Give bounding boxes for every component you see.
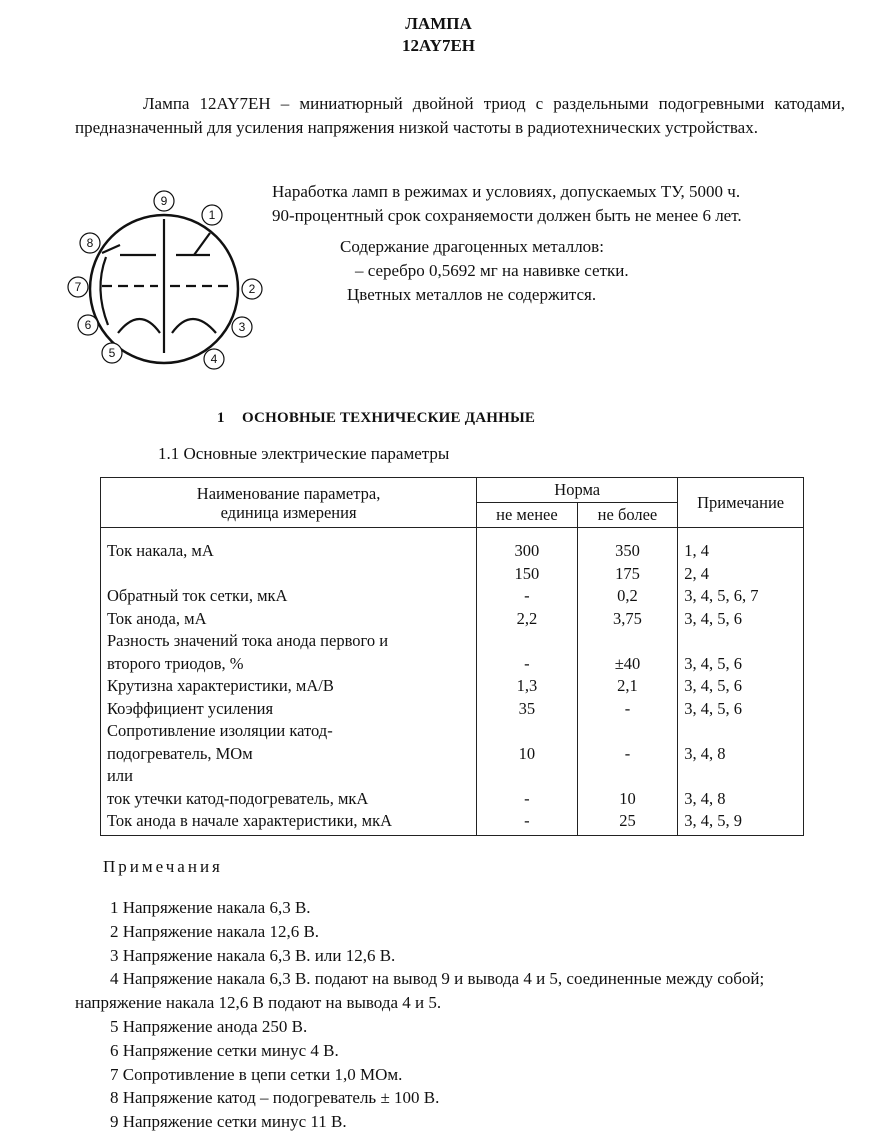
svg-text:6: 6 <box>84 318 92 332</box>
pin-5 <box>102 343 122 363</box>
param-max: 10 <box>577 788 678 811</box>
table-row <box>101 585 804 608</box>
table-row <box>101 810 804 835</box>
svg-text:9: 9 <box>160 194 168 208</box>
note-item: 3 Напряжение накала 6,3 В. или 12,6 В. <box>110 945 396 965</box>
param-note: 3, 4, 5, 6, 7 <box>678 585 804 608</box>
table-row <box>101 765 804 788</box>
svg-text:2: 2 <box>248 282 256 296</box>
param-min: - <box>477 788 578 811</box>
pin-6 <box>78 315 98 335</box>
param-note: 3, 4, 8 <box>678 788 804 811</box>
param-note: 3, 4, 5, 9 <box>678 810 804 835</box>
parameters-table <box>100 477 804 836</box>
param-max: - <box>577 698 678 721</box>
svg-text:5: 5 <box>108 346 116 360</box>
pin-9 <box>154 191 174 211</box>
table-row <box>101 788 804 811</box>
title-line-2: 12AY7EH <box>401 36 476 55</box>
header-min: не менее <box>477 503 578 528</box>
section-subtitle: 1.1 Основные электрические параметры <box>158 444 450 463</box>
param-name: Ток накала, мА <box>101 528 477 586</box>
param-min: 300 150 <box>477 528 578 586</box>
metals-silver: – серебро 0,5692 мг на навивке сетки. <box>355 261 629 280</box>
param-name: Ток анода, мА <box>101 608 477 631</box>
table-row <box>101 608 804 631</box>
intro-text: Лампа 12AY7EH – миниатюрный двойной триод с раздельными подогревными катодами, предназначенный для усиления напряжения низкой частоты в радиотехнических устройствах. <box>75 94 845 137</box>
param-max: 350 175 <box>577 528 678 586</box>
param-min: 2,2 <box>477 608 578 631</box>
pin-8 <box>80 233 100 253</box>
svg-text:1: 1 <box>208 208 216 222</box>
param-min: - <box>477 585 578 608</box>
pin-4 <box>204 349 224 369</box>
header-note: Примечание <box>678 478 804 528</box>
pin-7 <box>68 277 88 297</box>
param-name: Крутизна характеристики, мА/В <box>101 675 477 698</box>
section-number: 1 <box>217 410 225 426</box>
param-name: Обратный ток сетки, мкА <box>101 585 477 608</box>
param-min: - <box>477 630 578 675</box>
header-max: не более <box>577 503 678 528</box>
note-item: 1 Напряжение накала 6,3 В. <box>110 898 311 917</box>
param-note: 3, 4, 5, 6 <box>678 630 804 675</box>
pin-1 <box>202 205 222 225</box>
note-item: 5 Напряжение анода 250 В. <box>110 1016 308 1036</box>
param-name: или <box>101 765 477 788</box>
param-max: 25 <box>577 810 678 835</box>
param-note: 3, 4, 5, 6 <box>678 698 804 721</box>
section-title: ОСНОВНЫЕ ТЕХНИЧЕСКИЕ ДАННЫЕ <box>242 410 536 426</box>
param-min: 10 <box>477 720 578 765</box>
param-note: 3, 4, 5, 6 <box>678 608 804 631</box>
table-row <box>101 720 804 765</box>
lifetime-line: Наработка ламп в режимах и условиях, допускаемых ТУ, 5000 ч. <box>272 182 741 201</box>
param-max: 3,75 <box>577 608 678 631</box>
svg-text:4: 4 <box>210 352 218 366</box>
notes-heading: Примечания <box>103 857 223 876</box>
param-min: 35 <box>477 698 578 721</box>
table-row <box>101 528 804 586</box>
tube-electrodes <box>100 219 230 353</box>
param-name: Сопротивление изоляции катод- подогреватель, МОм <box>101 720 477 765</box>
note-item: 4 Напряжение накала 6,3 В. подают на вывод 9 и вывода 4 и 5, соединенные между собой; напряжение накала 12,6 В подают на вывода 4 и 5. <box>75 969 765 1013</box>
param-max: 2,1 <box>577 675 678 698</box>
param-name: Разность значений тока анода первого и второго триодов, % <box>101 630 477 675</box>
note-item: 6 Напряжение сетки минус 4 В. <box>110 1040 339 1060</box>
storage-line: 90-процентный срок сохраняемости должен быть не менее 6 лет. <box>272 206 742 225</box>
metals-nonferrous: Цветных металлов не содержится. <box>347 285 597 304</box>
header-name: Наименование параметра, единица измерения <box>101 478 477 528</box>
title-line-1: ЛАМПА <box>405 14 472 33</box>
param-max: ±40 <box>577 630 678 675</box>
param-min <box>477 765 578 788</box>
param-note: 3, 4, 5, 6 <box>678 675 804 698</box>
param-note: 3, 4, 8 <box>678 720 804 765</box>
param-max: 0,2 <box>577 585 678 608</box>
param-name: Коэффициент усиления <box>101 698 477 721</box>
table-row <box>101 675 804 698</box>
param-min: 1,3 <box>477 675 578 698</box>
param-name: ток утечки катод-подогреватель, мкА <box>101 788 477 811</box>
param-min: - <box>477 810 578 835</box>
intro-paragraph <box>75 92 845 140</box>
param-max <box>577 765 678 788</box>
header-norm: Норма <box>477 478 678 503</box>
notes-list <box>75 896 835 1134</box>
metals-title: Содержание драгоценных металлов: <box>340 237 604 256</box>
note-item: 9 Напряжение сетки минус 11 В. <box>110 1112 347 1132</box>
note-item: 2 Напряжение накала 12,6 В. <box>110 921 320 941</box>
pin-2 <box>242 279 262 299</box>
table-row <box>101 630 804 675</box>
pin-3 <box>232 317 252 337</box>
svg-text:8: 8 <box>86 236 94 250</box>
note-item: 8 Напряжение катод – подогреватель ± 100 В. <box>110 1088 440 1108</box>
param-note <box>678 765 804 788</box>
svg-text:3: 3 <box>238 320 246 334</box>
table-row <box>101 698 804 721</box>
param-note: 1, 4 2, 4 <box>678 528 804 586</box>
svg-text:7: 7 <box>74 280 82 294</box>
note-item: 7 Сопротивление в цепи сетки 1,0 МОм. <box>110 1064 403 1084</box>
param-name: Ток анода в начале характеристики, мкА <box>101 810 477 835</box>
param-max: - <box>577 720 678 765</box>
